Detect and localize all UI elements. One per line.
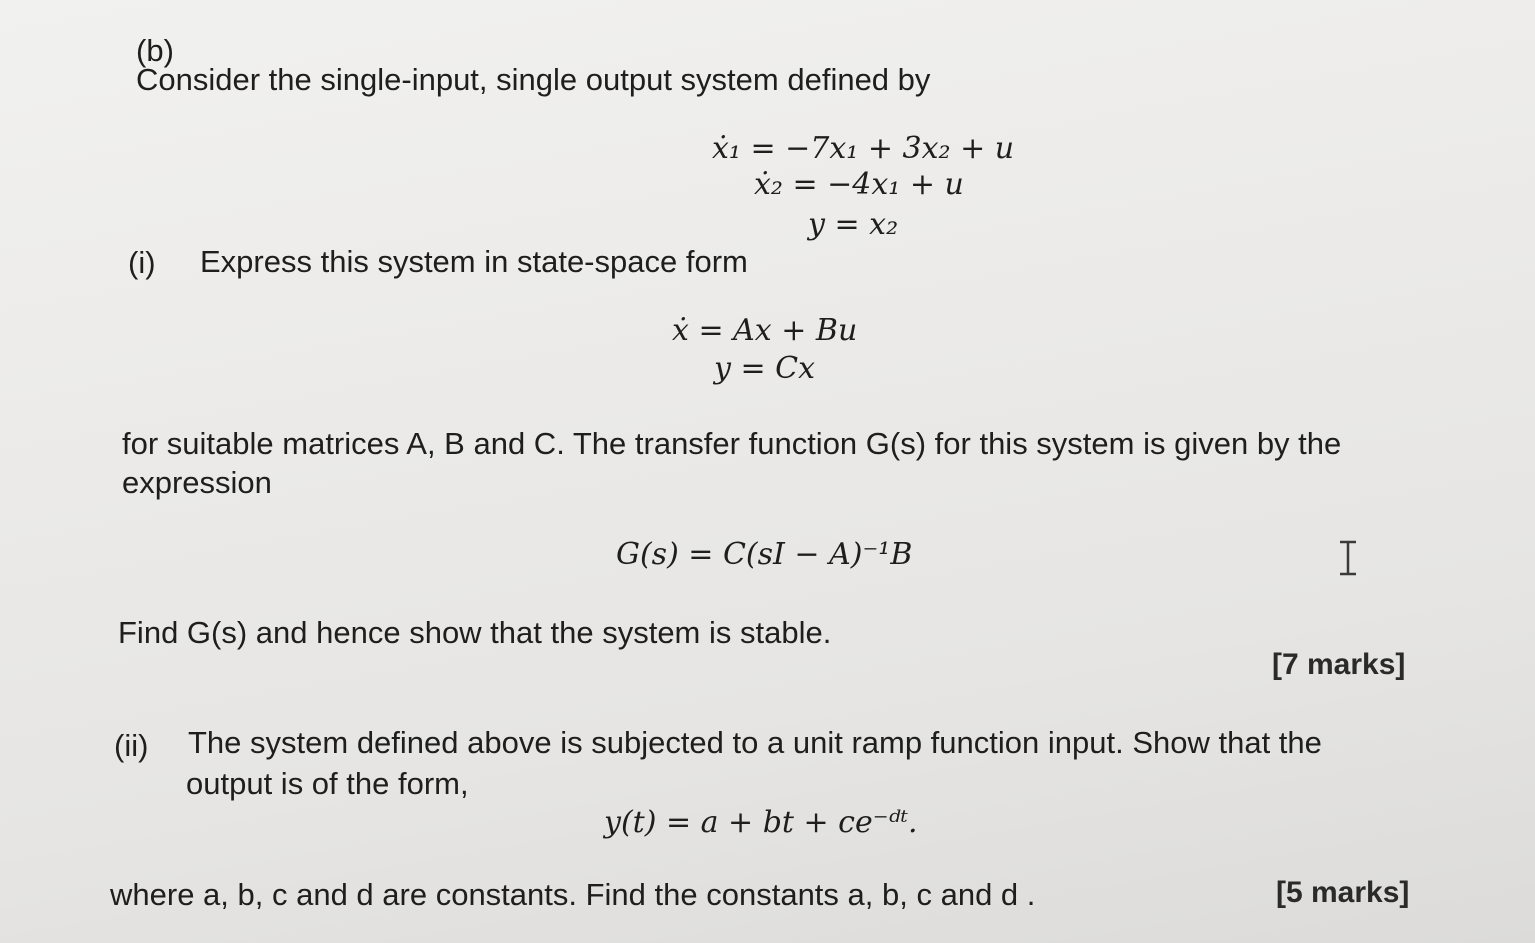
part-b-label: (b)	[136, 33, 174, 68]
part-i-text-line1: for suitable matrices A, B and C. The transfer function G(s) for this system is given by the	[122, 426, 1342, 461]
text-cursor-icon	[1336, 540, 1360, 576]
part-i-find: Find G(s) and hence show that the system is stable.	[118, 615, 832, 650]
transfer-function-expression: G(s) = C(sI − A)⁻¹B	[616, 537, 913, 572]
equation-output: y = x₂	[808, 207, 899, 242]
output-equation: y = Cx	[714, 351, 816, 386]
part-ii-label: (ii)	[114, 728, 149, 763]
output-form-expression: y(t) = a + bt + ce⁻ᵈᵗ.	[604, 805, 918, 840]
part-i-marks: [7 marks]	[1272, 648, 1406, 681]
equation-x2-dot: ẋ₂ = −4x₁ + u	[754, 167, 964, 202]
part-ii-where: where a, b, c and d are constants. Find the constants a, b, c and d .	[110, 877, 1036, 912]
part-i-text-line2: expression	[122, 465, 272, 500]
state-equation: ẋ = Ax + Bu	[672, 313, 858, 348]
part-b-intro: Consider the single-input, single output system defined by	[136, 62, 931, 97]
part-ii-line1: The system defined above is subjected to a unit ramp function input. Show that the	[188, 725, 1322, 760]
equation-x1-dot: ẋ₁ = −7x₁ + 3x₂ + u	[712, 131, 1015, 166]
part-i-instruction: Express this system in state-space form	[200, 244, 748, 279]
part-ii-line2: output is of the form,	[186, 766, 469, 801]
part-i-label: (i)	[128, 245, 156, 280]
part-ii-marks: [5 marks]	[1276, 876, 1410, 909]
